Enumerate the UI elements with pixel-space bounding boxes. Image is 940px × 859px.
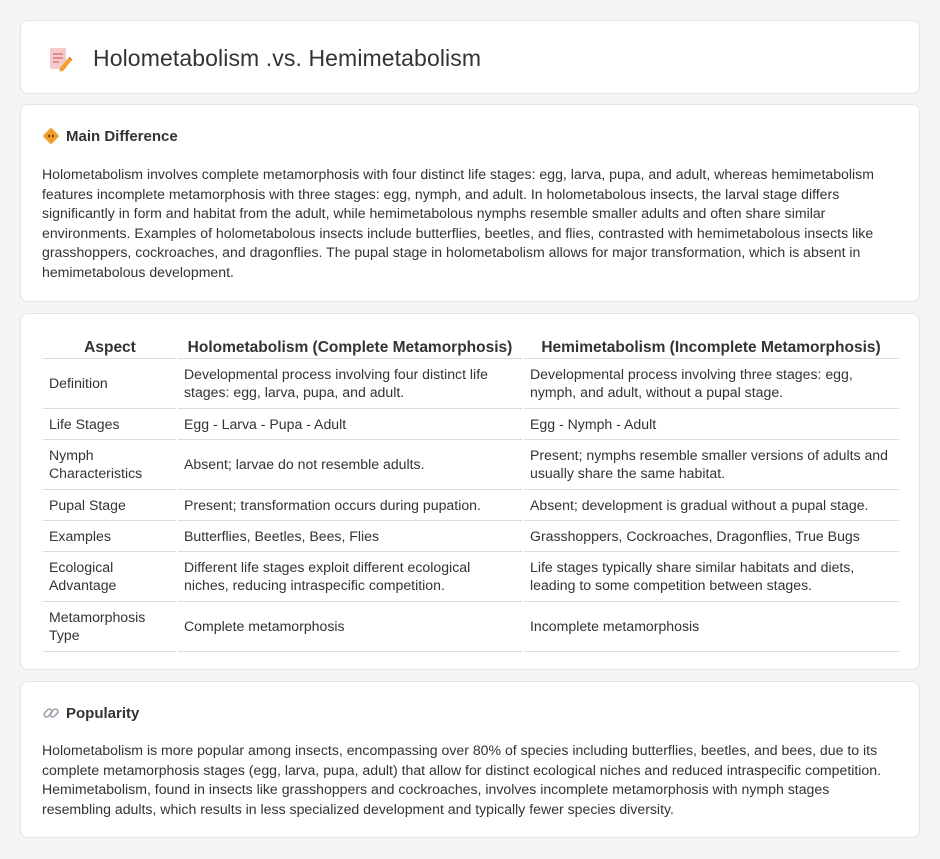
table-header-row bbox=[43, 331, 899, 358]
comparison-table bbox=[43, 331, 899, 652]
table-row bbox=[43, 601, 899, 651]
table-row bbox=[43, 358, 899, 408]
popularity-title: Popularity bbox=[66, 704, 140, 722]
table-header-hemimetabolism: Hemimetabolism (Incomplete Metamorphosis) bbox=[523, 331, 899, 358]
diamond-arrows-icon bbox=[42, 127, 60, 145]
table-cell-hemimetabolism: Present; nymphs resemble smaller versions of adults and usually share the same habitat. bbox=[523, 439, 899, 489]
document-pencil-icon bbox=[47, 46, 73, 72]
table-row bbox=[43, 520, 899, 551]
table-cell-holometabolism: Present; transformation occurs during pupation. bbox=[177, 489, 523, 520]
table-cell-hemimetabolism: Egg - Nymph - Adult bbox=[523, 408, 899, 439]
table-cell-holometabolism: Egg - Larva - Pupa - Adult bbox=[177, 408, 523, 439]
table-cell-hemimetabolism: Grasshoppers, Cockroaches, Dragonflies, True Bugs bbox=[523, 520, 899, 551]
popularity-header bbox=[42, 704, 139, 722]
table-cell-holometabolism: Complete metamorphosis bbox=[177, 601, 523, 651]
title-card bbox=[20, 20, 920, 94]
popularity-card bbox=[20, 681, 920, 838]
table-header-holometabolism: Holometabolism (Complete Metamorphosis) bbox=[177, 331, 523, 358]
main-difference-title: Main Difference bbox=[66, 127, 178, 145]
table-row bbox=[43, 489, 899, 520]
table-cell-aspect: Pupal Stage bbox=[43, 489, 177, 520]
table-row bbox=[43, 439, 899, 489]
table-cell-holometabolism: Absent; larvae do not resemble adults. bbox=[177, 439, 523, 489]
main-difference-header bbox=[42, 127, 178, 145]
table-cell-hemimetabolism: Developmental process involving three stages: egg, nymph, and adult, without a pupal stage. bbox=[523, 358, 899, 408]
table-cell-aspect: Nymph Characteristics bbox=[43, 439, 177, 489]
table-cell-hemimetabolism: Absent; development is gradual without a pupal stage. bbox=[523, 489, 899, 520]
table-cell-aspect: Examples bbox=[43, 520, 177, 551]
link-icon bbox=[42, 704, 60, 722]
main-difference-card bbox=[20, 104, 920, 302]
popularity-text: Holometabolism is more popular among insects, encompassing over 80% of species including butterflies, beetles, and bees, due to its complete metamorphosis stages (egg, larva, pupa, adult) that allow for distinct ecological niches and reduced intraspecific competition. Hemimetabolism, found in insects like grasshoppers and cockroaches, involves incomplete metamorphosis with nymph stages resembling adults, which results in less specialized development and typically fewer species diversity. bbox=[42, 742, 882, 817]
comparison-card bbox=[20, 313, 920, 670]
table-cell-hemimetabolism: Life stages typically share similar habitats and diets, leading to some competition between stages. bbox=[523, 551, 899, 601]
table-cell-aspect: Life Stages bbox=[43, 408, 177, 439]
table-cell-aspect: Metamorphosis Type bbox=[43, 601, 177, 651]
table-row bbox=[43, 551, 899, 601]
table-header-aspect: Aspect bbox=[43, 331, 177, 358]
title-row bbox=[47, 45, 481, 72]
table-cell-holometabolism: Different life stages exploit different ecological niches, reducing intraspecific competition. bbox=[177, 551, 523, 601]
table-row bbox=[43, 408, 899, 439]
table-cell-holometabolism: Butterflies, Beetles, Bees, Flies bbox=[177, 520, 523, 551]
main-difference-text: Holometabolism involves complete metamorphosis with four distinct life stages: egg, larva, pupa, and adult, whereas hemimetabolism features incomplete metamorphosis with three stages: egg, nymph, and adult. In holometabolous insects, the larval stage differs significantly in form and habitat from the adult, while hemimetabolous nymphs resemble smaller adults and often share similar environments. Examples of holometabolous insects include butterflies, beetles, and flies, contrasted with hemimetabolous insects like grasshoppers, cockroaches, and dragonflies. The pupal stage in holometabolism allows for major transformation, which is absent in hemimetabolous development. bbox=[42, 166, 874, 280]
table-cell-holometabolism: Developmental process involving four distinct life stages: egg, larva, pupa, and adult. bbox=[177, 358, 523, 408]
table-cell-aspect: Definition bbox=[43, 358, 177, 408]
table-cell-hemimetabolism: Incomplete metamorphosis bbox=[523, 601, 899, 651]
table-cell-aspect: Ecological Advantage bbox=[43, 551, 177, 601]
page-title: Holometabolism .vs. Hemimetabolism bbox=[93, 45, 482, 71]
